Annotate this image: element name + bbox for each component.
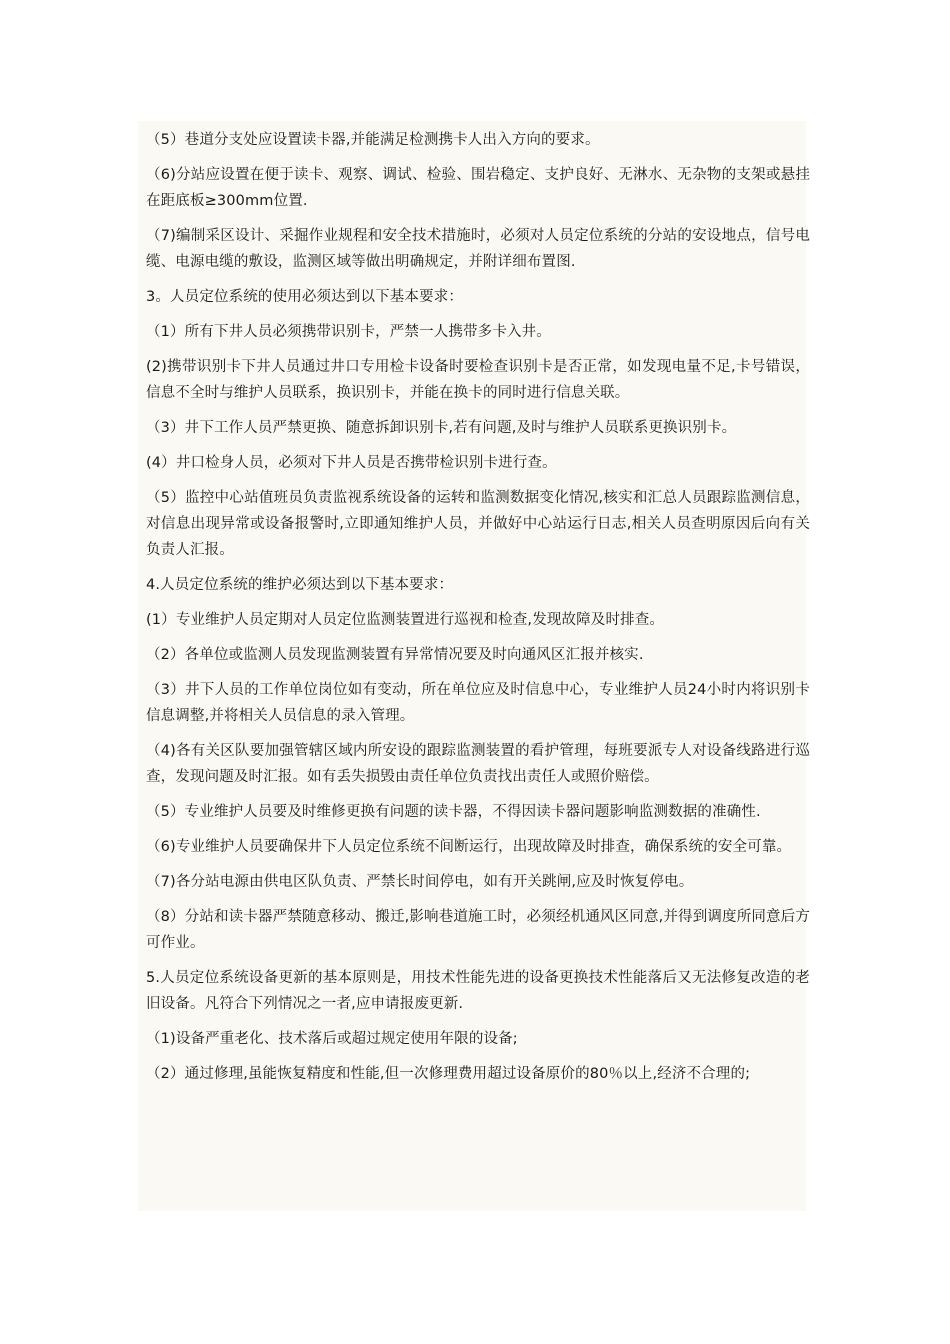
section-heading: 4.人员定位系统的维护必须达到以下基本要求： [146, 577, 454, 593]
paragraph: （6)分站应设置在便于读卡、观察、调试、检验、围岩稳定、支护良好、无淋水、无杂物的支架或悬挂在距底板≥300mm位置. [146, 167, 810, 209]
paragraph: （5）巷道分支处应设置读卡器,并能满足检测携卡人出入方向的要求。 [146, 132, 600, 148]
section-heading: 5.人员定位系统设备更新的基本原则是，用技术性能先进的设备更换技术性能落后又无法修复改造的老旧设备。凡符合下列情况之一者,应申请报废更新. [146, 970, 810, 1012]
paragraph: （4)各有关区队要加强管辖区域内所安设的跟踪监测装置的看护管理，每班要派专人对设备线路进行巡查，发现问题及时汇报。如有丢失损毁由责任单位负责找出责任人或照价赔偿。 [146, 743, 810, 785]
paragraph: （3）井下工作人员严禁更换、随意拆卸识别卡,若有问题,及时与维护人员联系更换识别卡。 [146, 420, 737, 436]
paragraph: （8）分站和读卡器严禁随意移动、搬迁,影响巷道施工时，必须经机通风区同意,并得到调度所同意后方可作业。 [146, 909, 810, 951]
document-page [138, 121, 810, 1211]
section-heading: 3。人员定位系统的使用必须达到以下基本要求： [146, 289, 464, 305]
paragraph: （7)各分站电源由供电区队负责、严禁长时间停电，如有开关跳闸,应及时恢复停电。 [146, 874, 694, 890]
paragraph: (2)携带识别卡下井人员通过井口专用检卡设备时要检查识别卡是否正常，如发现电量不足,卡号错误，信息不全时与维护人员联系，换识别卡，并能在换卡的同时进行信息关联。 [146, 359, 810, 401]
paragraph: （3）井下人员的工作单位岗位如有变动，所在单位应及时信息中心，专业维护人员24小时内将识别卡信息调整,并将相关人员信息的录入管理。 [146, 682, 810, 724]
paragraph: （2）各单位或监测人员发现监测装置有异常情况要及时向通风区汇报并核实. [146, 647, 644, 663]
paragraph: （5）监控中心站值班员负责监视系统设备的运转和监测数据变化情况,核实和汇总人员跟踪监测信息，对信息出现异常或设备报警时,立即通知维护人员，并做好中心站运行日志,相关人员查明原因后向有关负责人汇报。 [146, 490, 810, 558]
paragraph: （7)编制采区设计、采掘作业规程和安全技术措施时，必须对人员定位系统的分站的安设地点，信号电缆、电源电缆的敷设，监测区域等做出明确规定，并附详细布置图. [146, 228, 810, 270]
paragraph: (4）井口检身人员，必须对下井人员是否携带检识别卡进行查。 [146, 455, 557, 471]
paragraph: （6)专业维护人员要确保井下人员定位系统不间断运行，出现故障及时排查，确保系统的安全可靠。 [146, 839, 792, 855]
paragraph: （2）通过修理,虽能恢复精度和性能,但一次修理费用超过设备原价的80％以上,经济不合理的; [146, 1066, 751, 1082]
paragraph: （1)设备严重老化、技术落后或超过规定使用年限的设备; [146, 1031, 518, 1047]
paragraph: (1）专业维护人员定期对人员定位监测装置进行巡视和检查,发现故障及时排查。 [146, 612, 665, 628]
document-body [146, 127, 810, 1096]
paragraph: （5）专业维护人员要及时维修更换有问题的读卡器，不得因读卡器问题影响监测数据的准确性. [146, 804, 761, 820]
paragraph: （1）所有下井人员必须携带识别卡，严禁一人携带多卡入井。 [146, 324, 551, 340]
